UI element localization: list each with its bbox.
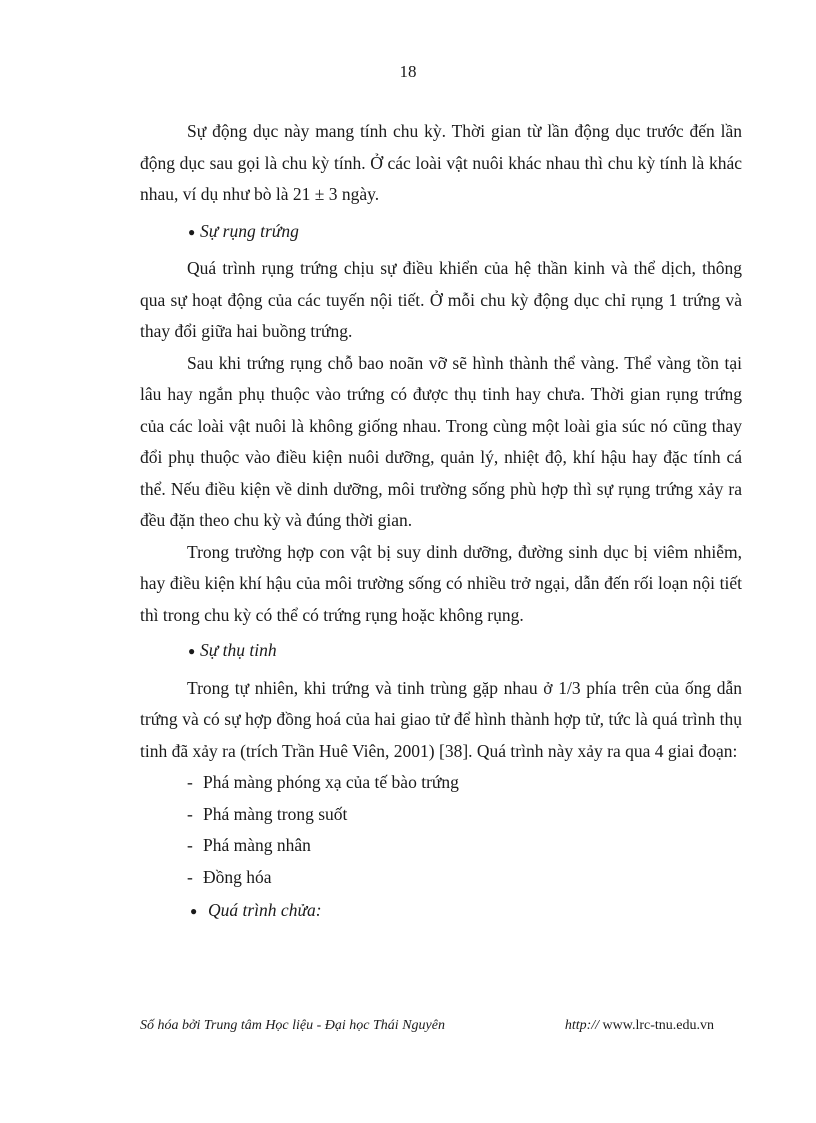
heading-ovulation	[140, 216, 742, 249]
footer-url-domain: www.lrc-tnu.edu.vn	[599, 1018, 714, 1033]
heading-fertilization-text: Sự thụ tinh	[200, 640, 277, 660]
list-item-text: Phá màng phóng xạ của tế bào trứng	[203, 772, 459, 792]
page-footer	[140, 1018, 714, 1034]
list-item: - Đồng hóa	[187, 866, 272, 887]
page-body	[140, 116, 742, 928]
list-item-text: Phá màng trong suốt	[203, 803, 348, 824]
footer-url-prefix: http://	[564, 1018, 600, 1033]
list-item: - Phá màng trong suốt	[187, 803, 348, 824]
heading-pregnancy-text: Quá trình chửa:	[208, 900, 322, 920]
bullet-icon: ●	[188, 644, 196, 658]
paragraph-corpus-luteum: Sau khi trứng rụng chỗ bao noãn vỡ sẽ hình thành thể vàng. Thể vàng tồn tại lâu hay ngắn phụ thuộc vào trứng có được thụ tinh hay chưa. Thời gian rụng trứng của các loài vật nuôi là không giống nhau. Trong cùng một loài gia súc nó cũng thay đổi phụ thuộc vào điều kiện nuôi dưỡng, quản lý, nhiệt độ, khí hậu hay đặc tính cá thể. Nếu điều kiện về dinh dưỡng, môi trường sống phù hợp thì sự rụng trứng xảy ra đều đặn theo chu kỳ và đúng thời gian.	[140, 352, 742, 530]
list-item-text: Đồng hóa	[203, 866, 272, 887]
list-item-text: Phá màng nhân	[203, 835, 311, 855]
footer-source: Số hóa bởi Trung tâm Học liệu - Đại học Thái Nguyên	[140, 1018, 445, 1033]
paragraph-fertilization: Trong tự nhiên, khi trứng và tinh trùng gặp nhau ở 1/3 phía trên của ống dẫn trứng và có sự hợp đồng hoá của hai giao tử để hình thành hợp tử, tức là quá trình thụ tinh đã xảy ra (trích Trần Huê Viên, 2001) [38]. Quá trình này xảy ra qua 4 giai đoạn:	[140, 677, 742, 761]
bullet-icon: ●	[190, 904, 198, 918]
footer-url[interactable]	[565, 1018, 714, 1034]
heading-pregnancy	[140, 895, 742, 928]
paragraph-malnutrition: Trong trường hợp con vật bị suy dinh dưỡng, đường sinh dục bị viêm nhiễm, hay điều kiện khí hậu của môi trường sống có nhiều trở ngại, dẫn đến rối loạn nội tiết thì trong chu kỳ có thể có trứng rụng hoặc không rụng.	[140, 541, 742, 625]
heading-fertilization	[140, 635, 742, 668]
heading-ovulation-text: Sự rụng trứng	[200, 220, 299, 241]
page-number: 18	[399, 62, 417, 81]
paragraph-estrous-cycle: Sự động dục này mang tính chu kỳ. Thời gian từ lần động dục trước đến lần động dục sau gọi là chu kỳ tính. Ở các loài vật nuôi khác nhau thì chu kỳ tính là khác nhau, ví dụ như bò là 21 ± 3 ngày.	[140, 121, 742, 204]
bullet-icon: ●	[188, 224, 196, 239]
list-item: - Phá màng phóng xạ của tế bào trứng	[187, 772, 459, 792]
paragraph-ovulation-process: Quá trình rụng trứng chịu sự điều khiển của hệ thần kinh và thể dịch, thông qua sự hoạt động của các tuyến nội tiết. Ở mỗi chu kỳ động dục chỉ rụng 1 trứng và thay đổi giữa hai buồng trứng.	[140, 258, 742, 341]
list-item: - Phá màng nhân	[187, 835, 311, 855]
